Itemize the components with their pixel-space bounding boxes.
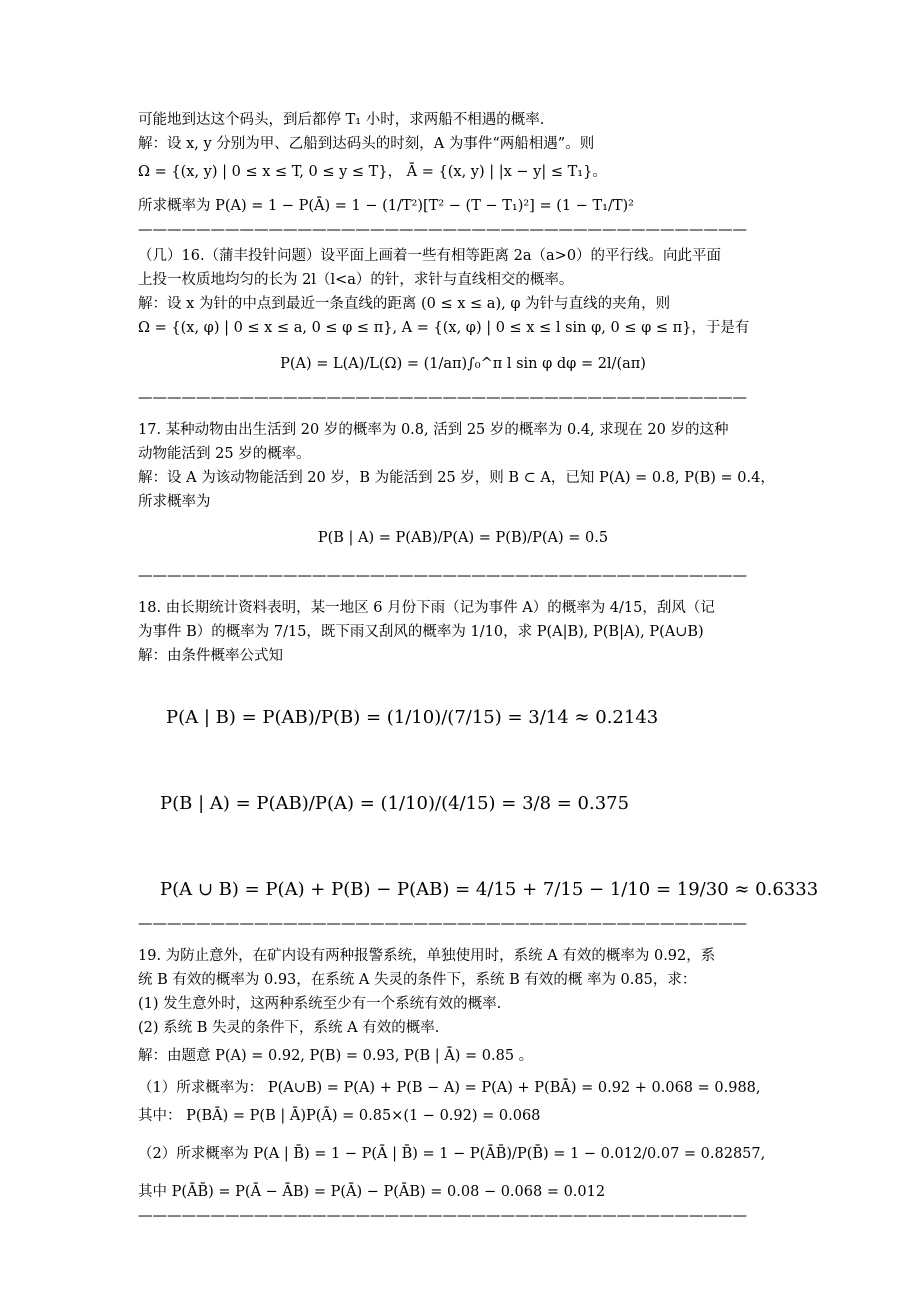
s15-line1: 可能地到达这个码头，到后都停 T₁ 小时，求两船不相遇的概率. bbox=[138, 112, 545, 128]
s17-line4: 所求概率为 bbox=[138, 494, 211, 510]
s18-line3: 解：由条件概率公式知 bbox=[138, 648, 283, 664]
s18-line2: 为事件 B）的概率为 7/15，既下雨又刮风的概率为 1/10，求 P(A|B), P(B|A), P(A∪B) bbox=[138, 624, 704, 640]
s19-line5: 解：由题意 P(A) = 0.92, P(B) = 0.93, P(B | Ā) = 0.85 。 bbox=[138, 1048, 534, 1064]
s19-line9: 其中 P(ĀB̄) = P(Ā − ĀB) = P(Ā) − P(ĀB) = 0.08 − 0.068 = 0.012 bbox=[138, 1184, 606, 1200]
s15-omega-formula: Ω = {(x, y) | 0 ≤ x ≤ T, 0 ≤ y ≤ T}， Ā = {(x, y) | |x − y| ≤ T₁}。 bbox=[138, 164, 607, 180]
s16-result-formula: P(A) = L(A)/L(Ω) = (1/aπ)∫₀^π l sin φ dφ = 2l/(aπ) bbox=[280, 356, 646, 372]
s17-result-formula: P(B | A) = P(AB)/P(A) = P(B)/P(A) = 0.5 bbox=[317, 530, 609, 546]
separator: —————————————————————————————————————————— bbox=[138, 568, 747, 584]
s17-line2: 动物能活到 25 岁的概率。 bbox=[138, 446, 311, 462]
separator: —————————————————————————————————————————— bbox=[138, 1208, 747, 1224]
s19-line6: （1）所求概率为： P(A∪B) = P(A) + P(B − A) = P(A) + P(BĀ) = 0.92 + 0.068 = 0.988, bbox=[138, 1080, 761, 1096]
s19-line7: 其中： P(BĀ) = P(B | Ā)P(Ā) = 0.85×(1 − 0.92) = 0.068 bbox=[138, 1108, 541, 1124]
separator: —————————————————————————————————————————— bbox=[138, 390, 747, 406]
s18-line1: 18. 由长期统计资料表明，某一地区 6 月份下雨（记为事件 A）的概率为 4/15，刮风（记 bbox=[138, 600, 715, 616]
s19-line3: (1) 发生意外时，这两种系统至少有一个系统有效的概率. bbox=[138, 996, 502, 1012]
s15-result-formula: 所求概率为 P(A) = 1 − P(Ā) = 1 − (1/T²)[T² − (T − T₁)²] = (1 − T₁/T)² bbox=[138, 198, 634, 214]
document-page bbox=[138, 108, 819, 1228]
s17-line1: 17. 某种动物由出生活到 20 岁的概率为 0.8, 活到 25 岁的概率为 0.4, 求现在 20 岁的这种 bbox=[138, 422, 729, 438]
s17-line3: 解：设 A 为该动物能活到 20 岁，B 为能活到 25 岁，则 B ⊂ A，已知 P(A) = 0.8, P(B) = 0.4， bbox=[138, 470, 775, 486]
s18-formula-a-given-b: P(A | B) = P(AB)/P(B) = (1/10)/(7/15) = 3/14 ≈ 0.2143 bbox=[166, 707, 659, 728]
s19-line1: 19. 为防止意外，在矿内设有两种报警系统，单独使用时，系统 A 有效的概率为 0.92，系 bbox=[138, 948, 716, 964]
s18-formula-b-given-a: P(B | A) = P(AB)/P(A) = (1/10)/(4/15) = 3/8 = 0.375 bbox=[160, 793, 630, 814]
separator: —————————————————————————————————————————— bbox=[138, 916, 747, 932]
s19-line4: (2) 系统 B 失灵的条件下，系统 A 有效的概率. bbox=[138, 1020, 440, 1036]
s16-line1: （几）16.（蒲丰投针问题）设平面上画着一些有相等距离 2a（a>0）的平行线。向此平面 bbox=[138, 248, 722, 264]
s19-line8: （2）所求概率为 P(A | B̄) = 1 − P(Ā | B̄) = 1 − P(ĀB̄)/P(B̄) = 1 − 0.012/0.07 = 0.82857, bbox=[138, 1146, 766, 1162]
s19-line2: 统 B 有效的概率为 0.93，在系统 A 失灵的条件下，系统 B 有效的概 率为 0.85，求： bbox=[138, 972, 697, 988]
s16-line2: 上投一枚质地均匀的长为 2l（l<a）的针，求针与直线相交的概率。 bbox=[138, 272, 574, 288]
s15-line2: 解：设 x, y 分别为甲、乙船到达码头的时刻，A 为事件“两船相遇”。则 bbox=[138, 136, 595, 152]
s16-omega-formula: Ω = {(x, φ) | 0 ≤ x ≤ a, 0 ≤ φ ≤ π}, A = {(x, φ) | 0 ≤ x ≤ l sin φ, 0 ≤ φ ≤ π}，于是有 bbox=[138, 320, 750, 336]
s18-formula-a-union-b: P(A ∪ B) = P(A) + P(B) − P(AB) = 4/15 + 7/15 − 1/10 = 19/30 ≈ 0.6333 bbox=[160, 879, 819, 900]
separator: —————————————————————————————————————————— bbox=[138, 222, 747, 238]
s16-line3: 解：设 x 为针的中点到最近一条直线的距离 (0 ≤ x ≤ a), φ 为针与直线的夹角，则 bbox=[138, 296, 671, 312]
